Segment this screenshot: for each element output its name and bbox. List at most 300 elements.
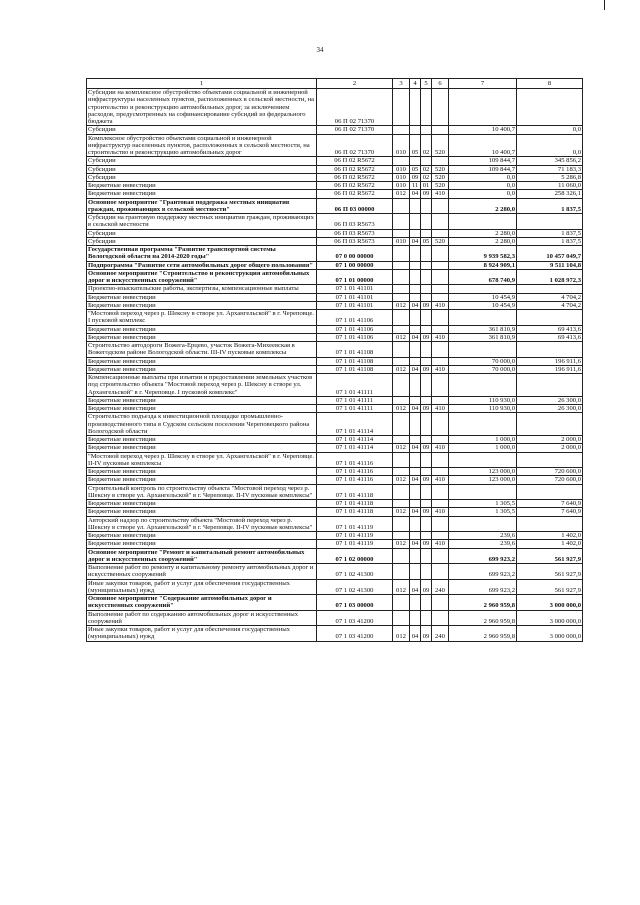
section-code: 04 [410,508,421,516]
subsection-code [421,436,432,444]
expense-type-code [432,500,449,508]
target-code: 07 1 01 41116 [317,452,393,468]
table-row [87,237,583,245]
amount-col8: 1 402,0 [517,540,583,548]
ministry-code: 012 [393,626,410,642]
expense-type-code [432,413,449,436]
ministry-code [393,396,410,404]
target-code: 07 1 01 41111 [317,405,393,413]
ministry-code [393,500,410,508]
expense-type-code [432,396,449,404]
amount-col8: 1 402,0 [517,532,583,540]
amount-col7 [449,413,517,436]
section-code [410,413,421,436]
item-name: Бюджетные инвестиции [87,190,317,198]
subsection-code [421,261,432,269]
table-row [87,165,583,173]
target-code: 07 1 01 41114 [317,436,393,444]
subsection-code [421,269,432,285]
ministry-code [393,261,410,269]
amount-col8: 561 927,9 [517,564,583,580]
target-code: 07 1 01 41111 [317,396,393,404]
table-row [87,548,583,564]
target-code: 07 1 01 41106 [317,333,393,341]
amount-col7 [449,89,517,126]
amount-col8: 11 060,0 [517,182,583,190]
column-header: 8 [517,79,583,89]
target-code: 07 1 01 41101 [317,285,393,293]
section-code [410,436,421,444]
expense-type-code [432,595,449,611]
item-name: Иные закупки товаров, работ и услуг для обеспечения государственных (муниципальных) нужд [87,579,317,595]
item-name: Субсидии [87,173,317,181]
section-code [410,374,421,397]
amount-col8: 71 183,3 [517,165,583,173]
subsection-code: 09 [421,444,432,452]
item-name: Основное мероприятие "Ремонт и капитальный ремонт автомобильных дорог и искусственных сооружений" [87,548,317,564]
expense-type-code [432,310,449,326]
amount-col7: 10 400,7 [449,134,517,157]
table-row [87,310,583,326]
target-code: 07 1 00 00000 [317,261,393,269]
item-name: Выполнение работ по содержанию автомобильных дорог и искусственных сооружений [87,610,317,626]
item-name: Субсидии [87,157,317,165]
amount-col8: 720 600,0 [517,476,583,484]
amount-col8: 4 704,2 [517,293,583,301]
page-number: 34 [316,46,324,54]
target-code: 07 1 01 41106 [317,310,393,326]
item-name: Комплексное обустройство объектами социальной и инженерной инфраструктур населенных пунктов, расположенных в сельской местности, на строительство и реконструкцию автомобильных дорог [87,134,317,157]
section-code [410,285,421,293]
target-code: 06 П 02 R5672 [317,190,393,198]
subsection-code [421,468,432,476]
table-row [87,413,583,436]
section-code: 04 [410,444,421,452]
item-name: Бюджетные инвестиции [87,476,317,484]
expense-type-code [432,468,449,476]
target-code: 07 1 01 41119 [317,532,393,540]
item-name: Подпрограмма "Развитие сети автомобильных дорог общего пользования" [87,261,317,269]
amount-col8: 7 640,9 [517,508,583,516]
amount-col8: 4 704,2 [517,301,583,309]
subsection-code: 09 [421,540,432,548]
section-code: 04 [410,626,421,642]
table-row [87,374,583,397]
table-row [87,626,583,642]
amount-col7 [449,516,517,532]
amount-col8: 1 837,5 [517,198,583,214]
amount-col7: 0,0 [449,182,517,190]
amount-col7: 9 939 582,3 [449,246,517,262]
item-name: Государственная программа "Развитие транспортной системы Вологодской области на 2014-2020 годы" [87,246,317,262]
subsection-code [421,89,432,126]
amount-col7: 699 923,2 [449,548,517,564]
table-row [87,285,583,293]
ministry-code: 012 [393,301,410,309]
target-code: 07 1 01 41119 [317,540,393,548]
table-row [87,229,583,237]
amount-col8: 3 000 000,0 [517,595,583,611]
section-code: 05 [410,165,421,173]
subsection-code: 02 [421,165,432,173]
table-row [87,540,583,548]
expense-type-code [432,89,449,126]
table-row [87,333,583,341]
expense-type-code: 410 [432,405,449,413]
ministry-code [393,310,410,326]
amount-col8: 26 300,0 [517,396,583,404]
amount-col8: 69 413,6 [517,333,583,341]
subsection-code [421,396,432,404]
ministry-code [393,484,410,500]
section-code: 05 [410,134,421,157]
section-code [410,468,421,476]
amount-col8: 720 600,0 [517,468,583,476]
amount-col8: 196 911,6 [517,357,583,365]
amount-col8 [517,452,583,468]
amount-col7: 10 454,9 [449,293,517,301]
section-code: 04 [410,476,421,484]
ministry-code: 012 [393,476,410,484]
column-header: 2 [317,79,393,89]
subsection-code [421,229,432,237]
target-code: 07 1 01 41108 [317,342,393,358]
table-row [87,532,583,540]
amount-col8: 2 000,0 [517,436,583,444]
item-name: Авторский надзор по строительству объекта "Мостовой переход через р. Шексну в створе ул. Архангельской" в г. Череповце. II-IV пусковые комплексы" [87,516,317,532]
ministry-code: 010 [393,134,410,157]
amount-col7: 109 844,7 [449,157,517,165]
amount-col7: 239,6 [449,532,517,540]
budget-table [86,78,583,642]
section-code [410,325,421,333]
amount-col8 [517,214,583,230]
column-header: 4 [410,79,421,89]
subsection-code: 09 [421,405,432,413]
ministry-code [393,468,410,476]
subsection-code: 09 [421,626,432,642]
item-name: Субсидии [87,126,317,134]
target-code: 06 П 03 R5673 [317,229,393,237]
table-row [87,452,583,468]
amount-col7: 678 740,9 [449,269,517,285]
section-code: 04 [410,405,421,413]
ministry-code: 012 [393,508,410,516]
amount-col8: 5 286,8 [517,173,583,181]
ministry-code [393,246,410,262]
item-name: Основное мероприятие "Строительство и реконструкция автомобильных дорог и искусственных сооружений" [87,269,317,285]
subsection-code [421,246,432,262]
amount-col8: 561 927,9 [517,579,583,595]
section-code [410,126,421,134]
ministry-code [393,269,410,285]
amount-col8: 26 300,0 [517,405,583,413]
table-row [87,261,583,269]
target-code: 07 1 02 00000 [317,548,393,564]
expense-type-code [432,532,449,540]
target-code: 07 1 01 00000 [317,269,393,285]
expense-type-code [432,157,449,165]
subsection-code: 09 [421,365,432,373]
expense-type-code: 410 [432,190,449,198]
item-name: Выполнение работ по ремонту и капитальному ремонту автомобильных дорог и искусственных сооружений [87,564,317,580]
target-code: 07 1 01 41114 [317,413,393,436]
item-name: Бюджетные инвестиции [87,293,317,301]
table-row [87,484,583,500]
table-row [87,157,583,165]
table-row [87,610,583,626]
amount-col8: 196 911,6 [517,365,583,373]
amount-col7: 10 400,7 [449,126,517,134]
expense-type-code: 520 [432,237,449,245]
subsection-code [421,374,432,397]
table-row [87,564,583,580]
table-row [87,342,583,358]
item-name: Субсидии [87,165,317,173]
item-name: Бюджетные инвестиции [87,436,317,444]
column-header: 5 [421,79,432,89]
corner-mark [604,0,605,10]
expense-type-code [432,610,449,626]
amount-col7 [449,342,517,358]
table-row [87,190,583,198]
table-row [87,436,583,444]
subsection-code: 09 [421,476,432,484]
table-row [87,269,583,285]
amount-col7: 110 930,0 [449,405,517,413]
target-code: 07 1 01 41116 [317,476,393,484]
ministry-code [393,595,410,611]
amount-col8: 9 511 104,8 [517,261,583,269]
amount-col7: 1 305,5 [449,508,517,516]
table-row [87,173,583,181]
section-code: 09 [410,173,421,181]
amount-col7: 1 305,5 [449,500,517,508]
amount-col8 [517,89,583,126]
ministry-code [393,610,410,626]
target-code: 06 П 02 R5672 [317,182,393,190]
section-code [410,357,421,365]
item-name: Субсидии [87,237,317,245]
expense-type-code: 520 [432,165,449,173]
target-code: 07 1 01 41101 [317,293,393,301]
target-code: 07 1 01 41118 [317,508,393,516]
subsection-code [421,610,432,626]
amount-col8 [517,374,583,397]
expense-type-code [432,374,449,397]
amount-col7: 8 924 909,1 [449,261,517,269]
amount-col7 [449,484,517,500]
target-code: 06 П 02 71370 [317,126,393,134]
amount-col8: 258 326,1 [517,190,583,198]
expense-type-code [432,126,449,134]
item-name: Бюджетные инвестиции [87,500,317,508]
item-name: Субсидии [87,229,317,237]
expense-type-code: 410 [432,333,449,341]
section-code [410,214,421,230]
ministry-code: 010 [393,237,410,245]
item-name: Бюджетные инвестиции [87,301,317,309]
subsection-code: 09 [421,301,432,309]
subsection-code [421,516,432,532]
ministry-code [393,436,410,444]
table-row [87,468,583,476]
target-code: 07 1 02 41300 [317,579,393,595]
target-code: 07 1 02 41300 [317,564,393,580]
table-row [87,500,583,508]
ministry-code [393,342,410,358]
amount-col7: 699 923,2 [449,564,517,580]
item-name: Субсидии на грантовую поддержку местных инициатив граждан, проживающих в сельской местности [87,214,317,230]
table-row [87,182,583,190]
amount-col8: 1 837,5 [517,237,583,245]
target-code: 07 1 01 41119 [317,516,393,532]
amount-col7: 1 000,0 [449,436,517,444]
column-header: 7 [449,79,517,89]
target-code: 07 1 01 41111 [317,374,393,397]
ministry-code [393,516,410,532]
subsection-code: 02 [421,134,432,157]
section-code: 04 [410,365,421,373]
ministry-code [393,452,410,468]
ministry-code: 010 [393,165,410,173]
table-row [87,405,583,413]
expense-type-code [432,261,449,269]
table-row [87,134,583,157]
ministry-code: 012 [393,540,410,548]
subsection-code [421,310,432,326]
item-name: Основное мероприятие "Грантовая поддержка местных инициатив граждан, проживающих в сельской местности" [87,198,317,214]
item-name: Компенсационные выплаты при изъятии и предоставлении земельных участков под строительство объекта "Мостовой переход через р. Шексну в створе ул. Архангельской" в г. Череповце. I пусковой комплекс" [87,374,317,397]
amount-col7: 123 000,0 [449,468,517,476]
item-name: Основное мероприятие "Содержание автомобильных дорог и искусственных сооружений" [87,595,317,611]
amount-col7: 0,0 [449,173,517,181]
section-code [410,229,421,237]
table-row [87,595,583,611]
expense-type-code [432,293,449,301]
target-code: 07 1 01 41106 [317,325,393,333]
section-code [410,516,421,532]
subsection-code [421,595,432,611]
subsection-code [421,293,432,301]
table-row [87,365,583,373]
amount-col7: 699 923,2 [449,579,517,595]
item-name: Бюджетные инвестиции [87,405,317,413]
amount-col8: 561 927,9 [517,548,583,564]
section-code: 11 [410,182,421,190]
item-name: Строительство подъезда к инвестиционной площадке промышленно-производственного типа в Судском сельском поселении Череповецкого района Вологодской области [87,413,317,436]
amount-col8: 69 413,6 [517,325,583,333]
expense-type-code [432,342,449,358]
subsection-code [421,548,432,564]
table-row [87,516,583,532]
item-name: Бюджетные инвестиции [87,396,317,404]
target-code: 07 1 01 41101 [317,301,393,309]
item-name: Бюджетные инвестиции [87,333,317,341]
expense-type-code [432,548,449,564]
expense-type-code [432,325,449,333]
table-row [87,246,583,262]
amount-col8 [517,285,583,293]
subsection-code: 09 [421,190,432,198]
ministry-code [393,357,410,365]
table-row [87,476,583,484]
ministry-code: 012 [393,444,410,452]
subsection-code [421,126,432,134]
section-code [410,310,421,326]
amount-col7 [449,374,517,397]
target-code: 06 П 02 71370 [317,134,393,157]
item-name: Субсидии на комплексное обустройство объектами социальной и инженерной инфраструктуры населенных пунктов, расположенных в сельской местности, на строительство и реконструкцию автомобильных дорог, за исключением расходов, предусмотренных на софинансирование субсидий из федерального бюджета [87,89,317,126]
expense-type-code: 520 [432,173,449,181]
subsection-code: 09 [421,579,432,595]
ministry-code [393,325,410,333]
ministry-code [393,214,410,230]
ministry-code [393,198,410,214]
section-code [410,246,421,262]
ministry-code [393,413,410,436]
item-name: Бюджетные инвестиции [87,357,317,365]
subsection-code [421,357,432,365]
item-name: Бюджетные инвестиции [87,444,317,452]
expense-type-code [432,357,449,365]
ministry-code [393,293,410,301]
ministry-code [393,285,410,293]
target-code: 06 П 02 R5672 [317,165,393,173]
amount-col7: 2 280,0 [449,198,517,214]
subsection-code [421,532,432,540]
ministry-code [393,89,410,126]
expense-type-code: 410 [432,508,449,516]
amount-col7: 239,6 [449,540,517,548]
section-code: 04 [410,540,421,548]
amount-col8: 3 000 000,0 [517,626,583,642]
amount-col8: 10 457 049,7 [517,246,583,262]
amount-col7: 110 930,0 [449,396,517,404]
target-code: 07 1 01 41118 [317,484,393,500]
amount-col8 [517,342,583,358]
amount-col8: 0,0 [517,126,583,134]
amount-col8: 2 000,0 [517,444,583,452]
expense-type-code: 410 [432,301,449,309]
amount-col7: 123 000,0 [449,476,517,484]
item-name: Бюджетные инвестиции [87,365,317,373]
section-code [410,342,421,358]
amount-col7: 2 280,0 [449,237,517,245]
subsection-code [421,500,432,508]
section-code [410,595,421,611]
table-row [87,198,583,214]
amount-col7: 2 960 959,8 [449,595,517,611]
subsection-code [421,285,432,293]
section-code [410,293,421,301]
amount-col7 [449,310,517,326]
subsection-code [421,214,432,230]
section-code [410,198,421,214]
item-name: Бюджетные инвестиции [87,468,317,476]
section-code [410,396,421,404]
item-name: Строительство автодороги Вожега-Ерцево, участок Вожега-Михеевская в Вожегодском районе Вологодской области. III-IV пусковые комплексы [87,342,317,358]
amount-col7: 1 000,0 [449,444,517,452]
target-code: 07 1 03 41200 [317,626,393,642]
ministry-code [393,157,410,165]
table-row [87,301,583,309]
expense-type-code [432,564,449,580]
amount-col8 [517,310,583,326]
table-row [87,293,583,301]
expense-type-code: 410 [432,365,449,373]
amount-col7 [449,214,517,230]
